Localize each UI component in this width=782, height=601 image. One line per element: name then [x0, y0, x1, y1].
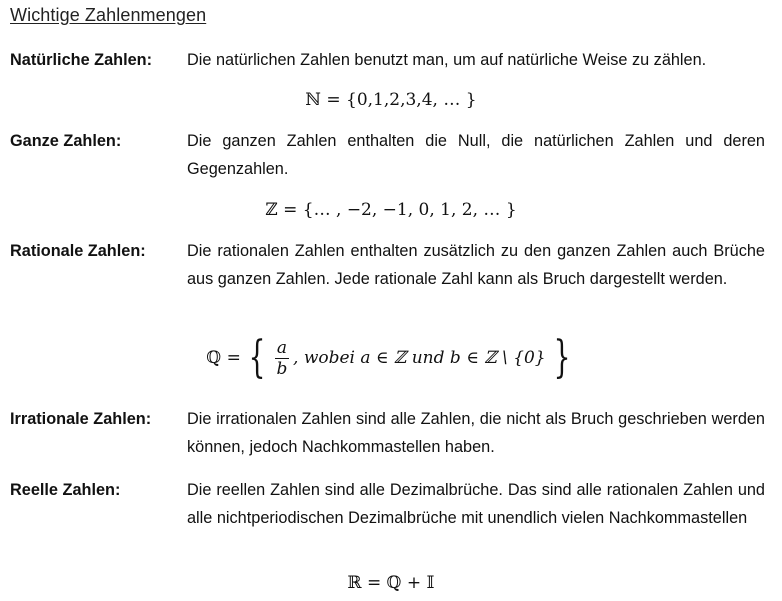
formula-integers: ℤ = {… , −2, −1, 0, 1, 2, … } [265, 200, 517, 220]
section-label: Ganze Zahlen: [10, 132, 122, 150]
section-text: Die natürlichen Zahlen benutzt man, um auf natürliche Weise zu zählen. [187, 51, 707, 69]
section-text: Die ganzen Zahlen enthalten die Null, die natürlichen Zahlen und deren Gegenzahlen. [187, 132, 765, 178]
section-label: Irrationale Zahlen: [10, 410, 152, 428]
formula-real-numbers: ℝ = ℚ + 𝕀 [347, 573, 435, 593]
close-brace: } [553, 332, 570, 383]
formula-natural-numbers: ℕ = {0,1,2,3,4, … } [305, 90, 477, 110]
section-text: Die irrationalen Zahlen sind alle Zahlen, die nicht als Bruch geschrieben werden können, jedoch Nachkommastellen haben. [187, 410, 765, 456]
fraction-numerator: a [276, 337, 288, 358]
section-label: Reelle Zahlen: [10, 481, 121, 499]
formula-rational-numbers [0, 332, 782, 383]
section-text: Die reellen Zahlen sind alle Dezimalbrüche. Das sind alle rationalen Zahlen und alle nichtperiodischen Dezimalbrüche mit unendlich vielen Nachkommastellen [187, 481, 765, 527]
section-label: Natürliche Zahlen: [10, 51, 153, 69]
page-title: Wichtige Zahlenmengen [10, 5, 207, 25]
formula-condition: , wobei a ∈ ℤ und b ∈ ℤ \ {0} [293, 348, 546, 368]
fraction-denominator: b [276, 358, 288, 379]
section-text: Die rationalen Zahlen enthalten zusätzlich zu den ganzen Zahlen auch Brüche aus ganzen Zahlen. Jede rationale Zahl kann als Bruch dargestellt werden. [187, 242, 765, 288]
open-brace: { [248, 332, 266, 383]
fraction [275, 338, 289, 379]
section-label: Rationale Zahlen: [10, 242, 146, 260]
formula-lhs: ℚ = [206, 348, 241, 368]
